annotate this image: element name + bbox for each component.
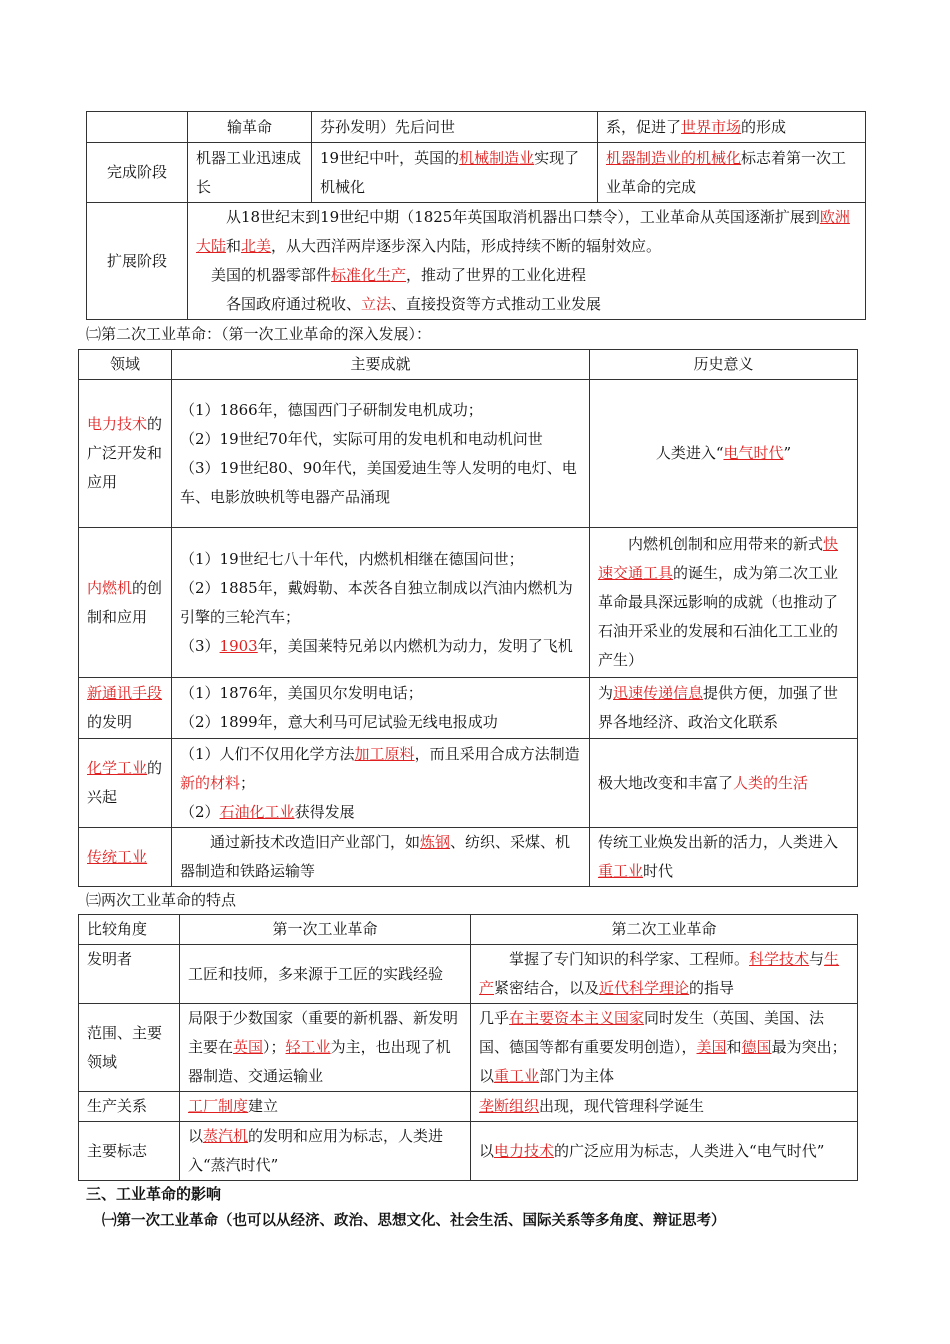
field-engine: 内燃机的创制和应用 bbox=[79, 528, 172, 678]
stage-label: 完成阶段 bbox=[87, 143, 188, 203]
table-row bbox=[79, 945, 858, 1004]
table-header-row bbox=[79, 915, 858, 945]
field-traditional: 传统工业 bbox=[79, 828, 172, 887]
cell-achievement: （1）人们不仅用化学方法加工原料，而且采用合成方法制造新的材料； （2）石油化工业获得发展 bbox=[172, 739, 590, 828]
row-label: 发明者 bbox=[79, 945, 180, 1004]
cell-second: 垄断组织出现，现代管理科学诞生 bbox=[471, 1092, 858, 1122]
cell-first: 局限于少数国家（重要的新机器、新发明主要在英国）；轻工业为主，也出现了机器制造、交通运输业 bbox=[180, 1004, 471, 1092]
header-significance: 历史意义 bbox=[590, 350, 858, 380]
cell-feature: 输革命 bbox=[188, 112, 312, 143]
table-row bbox=[79, 739, 858, 828]
cell-significance: 系，促进了世界市场的形成 bbox=[598, 112, 866, 143]
row-label: 生产关系 bbox=[79, 1092, 180, 1122]
table-row bbox=[79, 1122, 858, 1181]
table-second-revolution bbox=[78, 349, 858, 887]
header-achievement: 主要成就 bbox=[172, 350, 590, 380]
cell-first: 工厂制度建立 bbox=[180, 1092, 471, 1122]
cell-significance: 内燃机创制和应用带来的新式快速交通工具的诞生，成为第二次工业革命最具深远影响的成就（也推动了石油开采业的发展和石油化工工业的产生） bbox=[590, 528, 858, 678]
table-comparison bbox=[78, 914, 858, 1181]
table-row bbox=[79, 1004, 858, 1092]
cell-achievement: （1）1866年，德国西门子研制发电机成功； （2）19世纪70年代，实际可用的发电机和电动机问世 （3）19世纪80、90年代，美国爱迪生等人发明的电灯、电车、电影放映机等电器产品涌现 bbox=[172, 380, 590, 528]
field-chemical: 化学工业的兴起 bbox=[79, 739, 172, 828]
cell-detail: 芬孙发明）先后问世 bbox=[312, 112, 598, 143]
field-communication: 新通讯手段的发明 bbox=[79, 678, 172, 739]
table-row bbox=[87, 203, 866, 320]
cell-significance: 极大地改变和丰富了人类的生活 bbox=[590, 739, 858, 828]
cell-first: 工匠和技师，多来源于工匠的实践经验 bbox=[180, 945, 471, 1004]
header-angle: 比较角度 bbox=[79, 915, 180, 945]
cell-significance: 人类进入“电气时代” bbox=[590, 380, 858, 528]
cell-second: 掌握了专门知识的科学家、工程师。科学技术与生产紧密结合，以及近代科学理论的指导 bbox=[471, 945, 858, 1004]
heading-impact: 三、工业革命的影响 bbox=[86, 1185, 222, 1203]
header-first: 第一次工业革命 bbox=[180, 915, 471, 945]
section-title-characteristics: ㈢两次工业革命的特点 bbox=[86, 891, 237, 909]
cell-expand-detail: 从18世纪末到19世纪中期（1825年英国取消机器出口禁令），工业革命从英国逐渐扩展到欧洲大陆和北美，从大西洋两岸逐步深入内陆，形成持续不断的辐射效应。 美国的机器零部件标准化生产，推动了世界的工业化进程 各国政府通过税收、立法、直接投资等方式推动工业发展 bbox=[188, 203, 866, 320]
cell-significance: 为迅速传递信息提供方便，加强了世界各地经济、政治文化联系 bbox=[590, 678, 858, 739]
cell-first: 以蒸汽机的发明和应用为标志，人类进入“蒸汽时代” bbox=[180, 1122, 471, 1181]
cell-achievement: （1）1876年，美国贝尔发明电话； （2）1899年，意大利马可尼试验无线电报成功 bbox=[172, 678, 590, 739]
cell-second: 以电力技术的广泛应用为标志，人类进入“电气时代” bbox=[471, 1122, 858, 1181]
row-label: 范围、主要领域 bbox=[79, 1004, 180, 1092]
table-row bbox=[79, 1092, 858, 1122]
table-row bbox=[79, 678, 858, 739]
cell-achievement: 通过新技术改造旧产业部门，如炼钢、纺织、采煤、机器制造和铁路运输等 bbox=[172, 828, 590, 887]
table-first-revolution bbox=[86, 111, 866, 320]
subheading-first-revolution-impact: ㈠第一次工业革命（也可以从经济、政治、思想文化、社会生活、国际关系等多角度、辩证思考） bbox=[102, 1213, 726, 1229]
table-row bbox=[79, 380, 858, 528]
header-second: 第二次工业革命 bbox=[471, 915, 858, 945]
row-label: 主要标志 bbox=[79, 1122, 180, 1181]
stage-label: 扩展阶段 bbox=[87, 203, 188, 320]
table-header-row bbox=[79, 350, 858, 380]
cell-detail: 19世纪中叶，英国的机械制造业实现了机械化 bbox=[312, 143, 598, 203]
field-electric: 电力技术的广泛开发和应用 bbox=[79, 380, 172, 528]
cell-achievement: （1）19世纪七八十年代，内燃机相继在德国问世； （2）1885年，戴姆勒、本茨各自独立制成以汽油内燃机为引擎的三轮汽车； （3）1903年，美国莱特兄弟以内燃机为动力，发明了飞机 bbox=[172, 528, 590, 678]
table-row bbox=[79, 528, 858, 678]
table-row bbox=[87, 112, 866, 143]
cell-feature: 机器工业迅速成长 bbox=[188, 143, 312, 203]
section-title-second-revolution: ㈡第二次工业革命：（第一次工业革命的深入发展）： bbox=[86, 325, 432, 343]
table-row bbox=[87, 143, 866, 203]
cell-significance: 传统工业焕发出新的活力，人类进入重工业时代 bbox=[590, 828, 858, 887]
cell-significance: 机器制造业的机械化标志着第一次工业革命的完成 bbox=[598, 143, 866, 203]
cell-second: 几乎在主要资本主义国家同时发生（英国、美国、法国、德国等都有重要发明创造），美国和德国最为突出；以重工业部门为主体 bbox=[471, 1004, 858, 1092]
table-row bbox=[79, 828, 858, 887]
header-field: 领域 bbox=[79, 350, 172, 380]
